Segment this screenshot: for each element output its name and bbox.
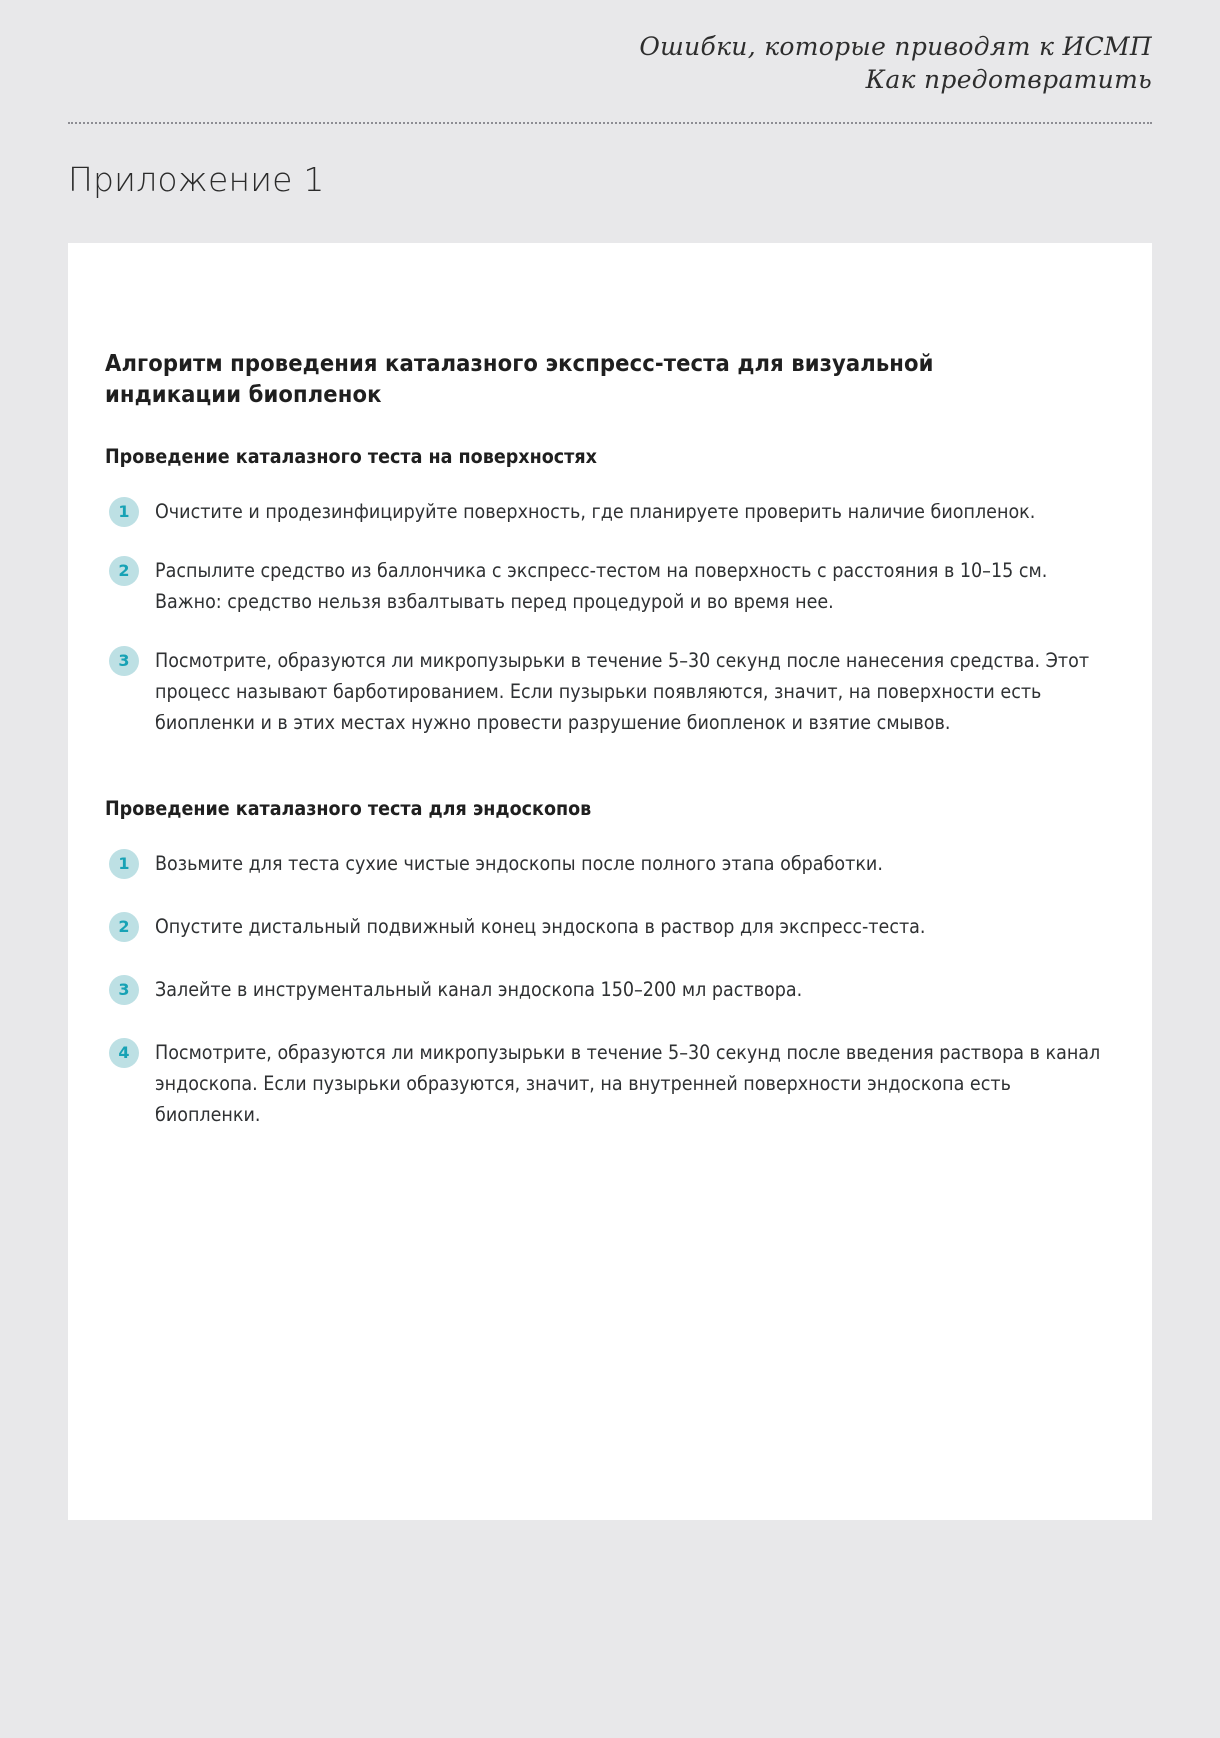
content-card <box>68 243 1152 1520</box>
algorithm-heading: Алгоритм проведения каталазного экспресс-теста для визуальной индикации биопленок <box>105 349 934 408</box>
running-header <box>452 30 1152 96</box>
steps-list-surfaces <box>105 496 1102 738</box>
header-divider-rule <box>68 122 1152 126</box>
step-number-badge: 1 <box>109 849 139 879</box>
step-text: Опустите дистальный подвижный конец эндоскопа в раствор для экспресс-теста. <box>155 915 926 938</box>
list-item <box>105 1037 1102 1130</box>
page-title: Приложение 1 <box>68 160 325 199</box>
list-item <box>105 911 1102 942</box>
steps-list-endoscopes <box>105 848 1102 1130</box>
step-number-badge: 3 <box>109 975 139 1005</box>
step-text: Распылите средство из баллончика с экспресс-тестом на поверхность с расстояния в 10–15 см. Важно: средство нельзя взбалтывать перед процедурой и во время нее. <box>155 559 1048 613</box>
list-item <box>105 848 1102 879</box>
content-card-body <box>105 348 1102 1162</box>
step-number-badge: 3 <box>109 646 139 676</box>
step-text: Посмотрите, образуются ли микропузырьки в течение 5–30 секунд после введения раствора в канал эндоскопа. Если пузырьки образуются, значит, на внутренней поверхности эндоскопа есть биопленки. <box>155 1041 1101 1126</box>
step-text: Возьмите для теста сухие чистые эндоскопы после полного этапа обработки. <box>155 852 883 875</box>
step-number-badge: 1 <box>109 497 139 527</box>
list-item <box>105 555 1102 617</box>
step-text: Посмотрите, образуются ли микропузырьки в течение 5–30 секунд после нанесения средства. Этот процесс называют барботированием. Если пузырьки появляются, значит, на поверхности есть биопленки и в этих местах нужно провести разрушение биопленок и взятие смывов. <box>155 649 1090 734</box>
step-text: Залейте в инструментальный канал эндоскопа 150–200 мл раствора. <box>155 978 803 1001</box>
list-item <box>105 496 1102 527</box>
running-header-line-2: Как предотвратить <box>865 65 1152 94</box>
step-number-badge: 2 <box>109 912 139 942</box>
step-number-badge: 4 <box>109 1038 139 1068</box>
section-heading-surfaces: Проведение каталазного теста на поверхностях <box>105 445 597 468</box>
section-heading-endoscopes: Проведение каталазного теста для эндоскопов <box>105 797 592 820</box>
step-number-badge: 2 <box>109 556 139 586</box>
list-item <box>105 645 1102 738</box>
list-item <box>105 974 1102 1005</box>
running-header-line-1: Ошибки, которые приводят к ИСМП <box>639 32 1152 61</box>
step-text: Очистите и продезинфицируйте поверхность, где планируете проверить наличие биопленок. <box>155 500 1036 523</box>
